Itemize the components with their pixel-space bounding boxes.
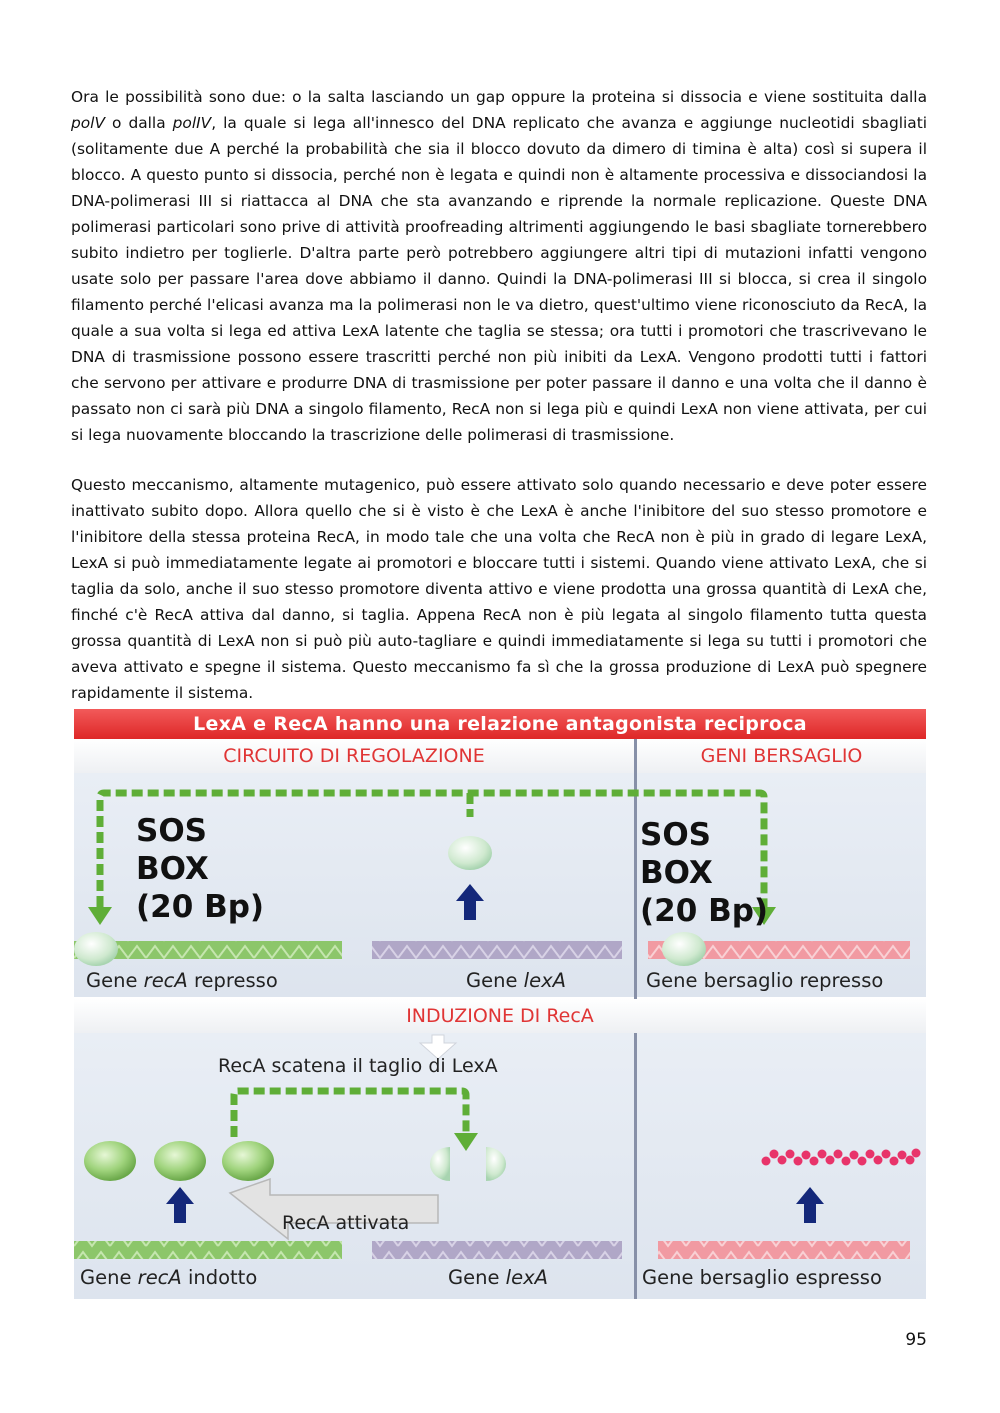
sos-box-right: [640, 816, 768, 930]
target-genes-header: GENI BERSAGLIO: [637, 739, 926, 773]
cleaved-lexa-right: [486, 1147, 506, 1181]
lexa-protein-top: [448, 836, 492, 870]
gene-reca-induced-label: Gene recA indotto: [80, 1266, 258, 1289]
green-arrowhead-left: [88, 907, 112, 925]
blue-up-arrow-bottom-left: [166, 1187, 194, 1223]
reca-protein-2: [154, 1141, 206, 1181]
paragraph-2: Questo meccanismo, altamente mutagenico, può essere attivato solo quando necessario e deve poter essere inattivato subito dopo. Allora quello che si è visto è che LexA è anche l'inibitore del suo stesso promotore e l'inibitore della stessa proteina RecA, in modo tale che una volta che RecA non è più in grado di legare LexA, LexA si può immediatamente legate ai promotori e bloccare tutti i sistemi. Quando viene attivato LexA, che si taglia da solo, anche il suo stesso promotore diventa attivo e viene prodotta una grossa quantità di LexA che, finché c'è RecA attiva dal danno, si taglia. Appena RecA non è più legata al singolo filamento tutta questa grossa quantità di LexA non si può più auto-tagliare e quindi immediatamente si lega su tutti i promotori che aveva attivato e spegne il sistema. Questo meccanismo fa sì che la grossa produzione di LexA può spegnere rapidamente il sistema.: [71, 476, 927, 702]
sos-line-3: (20 Bp): [640, 893, 769, 929]
lexa-bound-reca: [74, 932, 118, 966]
dna-lexa-bottom: [372, 1241, 622, 1259]
figure-graphics: [74, 709, 926, 1299]
dna-lexa-top: [372, 941, 622, 959]
gene-lexa-bottom-label: Gene lexA: [448, 1266, 548, 1289]
green-arrowhead-bottom: [454, 1133, 478, 1151]
sos-line-2: BOX: [640, 855, 713, 891]
target-expressed-label: Gene bersaglio espresso: [642, 1266, 882, 1289]
lexa-bound-target: [662, 932, 706, 966]
sos-line-1: SOS: [136, 813, 208, 849]
gene-lexa-top-label: Gene lexA: [466, 969, 566, 992]
cleaved-lexa-left: [430, 1147, 450, 1181]
sos-box-left: [136, 812, 264, 926]
sos-line-2: BOX: [136, 851, 209, 887]
regulation-circuit-header: CIRCUITO DI REGOLAZIONE: [74, 739, 634, 773]
sos-line-1: SOS: [640, 817, 712, 853]
page-number: 95: [905, 1330, 927, 1350]
sos-line-3: (20 Bp): [136, 889, 265, 925]
blue-up-arrow-top: [456, 884, 484, 920]
reca-protein-1: [84, 1141, 136, 1181]
dna-target-bottom: [658, 1241, 910, 1259]
reca-triggers-label: RecA scatena il taglio di LexA: [218, 1055, 498, 1077]
target-repressed-label: Gene bersaglio represso: [646, 969, 884, 992]
paragraph-1: Ora le possibilità sono due: o la salta lasciando un gap oppure la proteina si dissocia e viene sostituita dalla polV o dalla polIV, la quale si lega all'innesco del DNA replicato che avanza e aggiunge nucleotidi sbagliati (solitamente due A perché la probabilità che sia il blocco dovuto da dimero di timina è alta) così si supera il blocco. A questo punto si dissocia, perché non è legata e quindi non è altamente processiva e dissociandosi la DNA-polimerasi III si riattacca al DNA che sta avanzando e riprende la normale replicazione. Queste DNA polimerasi particolari sono prive di attività proofreading altrimenti aggiungendo le basi sbagliate tornerebbero subito indietro per toglierle. D'altra parte però potrebbero aggiungere altri tipi di mutazioni infatti vengono usate solo per passare l'area dove abbiamo il danno. Quindi la DNA-polimerasi III si blocca, si crea il singolo filamento perché l'elicasi avanza ma la polimerasi non le va dietro, quest'ultimo viene riconosciuto da RecA, la quale a sua volta si lega ed attiva LexA latente che taglia se stessa; ora tutti i promotori che trascrivevano le DNA di trasmissione possono essere trascritti perché non più inibiti da LexA. Vengono prodotti tutti i fattori che servono per attivare e produrre DNA di trasmissione per poter passare il danno e una volta che il danno è passato non ci sarà più DNA a singolo filamento, RecA non si lega più e quindi LexA non viene attivata, per cui si lega nuovamente bloccando la trascrizione delle polimerasi di trasmissione.: [71, 88, 928, 444]
dna-reca-bottom: [74, 1241, 342, 1259]
gene-reca-repressed-label: Gene recA represso: [86, 969, 278, 992]
lexa-reca-figure: [74, 709, 926, 1299]
dashed-arrow-bottom: [234, 1091, 466, 1137]
reca-activated-label: RecA attivata: [282, 1212, 410, 1234]
target-protein-chain: [762, 1149, 921, 1166]
figure-title: LexA e RecA hanno una relazione antagonista reciproca: [74, 709, 926, 739]
reca-induction-header: INDUZIONE DI RecA: [74, 999, 926, 1033]
reca-protein-3: [222, 1141, 274, 1181]
blue-up-arrow-bottom-right: [796, 1187, 824, 1223]
